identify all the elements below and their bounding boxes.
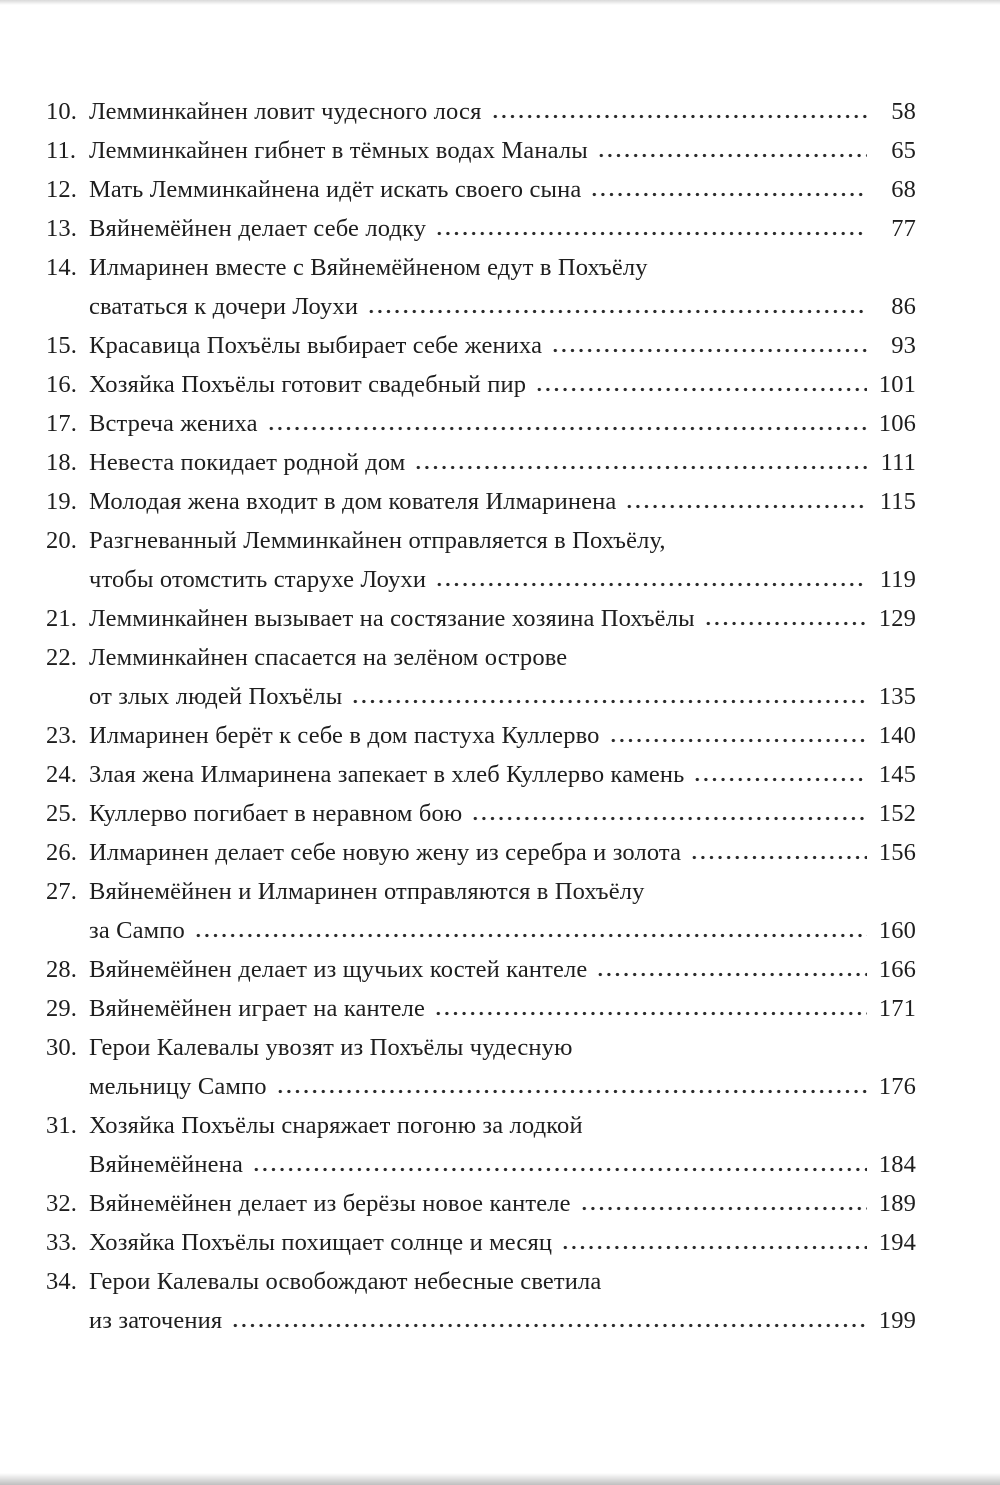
entry-title: чтобы отомстить старухе Лоухи [89, 566, 427, 593]
entry-title: из заточения [89, 1307, 223, 1334]
entry-number: 12. [46, 176, 78, 203]
entry-number: 32. [46, 1190, 78, 1217]
entry-page-number: 129 [878, 605, 916, 632]
dot-leader [276, 1089, 867, 1094]
entry-title: Илмаринен вместе с Вяйнемёйненом едут в Похъёлу [89, 254, 648, 281]
toc-entry [46, 443, 916, 482]
dot-leader [367, 309, 867, 314]
entry-title: Илмаринен берёт к себе в дом пастуха Куллерво [89, 722, 600, 749]
entry-title: Лемминкайнен ловит чудесного лося [89, 98, 482, 125]
entry-title: от злых людей Похъёлы [89, 683, 343, 710]
toc-row [46, 560, 916, 599]
toc-row [46, 677, 916, 716]
entry-page-number: 119 [879, 566, 916, 593]
toc-row [46, 365, 916, 404]
toc-row [46, 950, 916, 989]
entry-page-number: 199 [878, 1307, 916, 1334]
entry-number: 28. [46, 956, 78, 983]
toc-entry [46, 755, 916, 794]
toc-row [46, 989, 916, 1028]
entry-number: 10. [46, 98, 78, 125]
toc-row [46, 1067, 916, 1106]
toc-entry [46, 482, 916, 521]
toc-row [46, 794, 916, 833]
toc-list [46, 92, 916, 1340]
toc-entry [46, 872, 916, 950]
toc-entry [46, 404, 916, 443]
entry-page-number: 58 [891, 98, 916, 125]
entry-page-number: 65 [891, 137, 916, 164]
entry-page-number: 68 [891, 176, 916, 203]
toc-row [46, 443, 916, 482]
entry-page-number: 176 [878, 1073, 916, 1100]
entry-page-number: 184 [878, 1151, 916, 1178]
entry-number: 14. [46, 254, 78, 281]
entry-page-number: 194 [878, 1229, 916, 1256]
entry-title: Вяйнемёйнен делает себе лодку [89, 215, 427, 242]
dot-leader [561, 1245, 867, 1250]
dot-leader [704, 621, 867, 626]
toc-row [46, 131, 916, 170]
dot-leader [231, 1323, 867, 1328]
toc-entry [46, 599, 916, 638]
entry-page-number: 93 [891, 332, 916, 359]
dot-leader [252, 1167, 867, 1172]
entry-number: 17. [46, 410, 78, 437]
dot-leader [551, 348, 867, 353]
toc-row [46, 872, 916, 911]
entry-page-number: 171 [878, 995, 916, 1022]
dot-leader [434, 1011, 867, 1016]
dot-leader [435, 582, 867, 587]
toc-row [46, 716, 916, 755]
toc-entry [46, 833, 916, 872]
dot-leader [590, 192, 867, 197]
entry-number: 18. [46, 449, 78, 476]
dot-leader [597, 153, 867, 158]
entry-page-number: 111 [880, 449, 916, 476]
entry-title: Вяйнемёйнен делает из берёзы новое кантеле [89, 1190, 571, 1217]
toc-row [46, 404, 916, 443]
toc-entry [46, 794, 916, 833]
toc-row [46, 911, 916, 950]
entry-title: Вяйнемёйнен играет на кантеле [89, 995, 426, 1022]
entry-page-number: 135 [878, 683, 916, 710]
toc-entry [46, 170, 916, 209]
dot-leader [625, 504, 867, 509]
entry-number: 31. [46, 1112, 78, 1139]
entry-title: Герои Калевалы освобождают небесные светила [89, 1268, 602, 1295]
toc-entry [46, 638, 916, 716]
entry-title: за Сампо [89, 917, 185, 944]
dot-leader [491, 114, 868, 119]
entry-title: Вяйнемёйнен и Илмаринен отправляются в Похъёлу [89, 878, 645, 905]
entry-title: Невеста покидает родной дом [89, 449, 406, 476]
toc-row [46, 1184, 916, 1223]
toc-row [46, 1262, 916, 1301]
entry-page-number: 189 [878, 1190, 916, 1217]
entry-number: 16. [46, 371, 78, 398]
entry-number: 33. [46, 1229, 78, 1256]
dot-leader [471, 816, 867, 821]
entry-title: Лемминкайнен спасается на зелёном острове [89, 644, 568, 671]
toc-row [46, 1145, 916, 1184]
entry-page-number: 166 [878, 956, 916, 983]
entry-number: 34. [46, 1268, 78, 1295]
entry-title: Илмаринен делает себе новую жену из серебра и золота [89, 839, 682, 866]
entry-title: Лемминкайнен вызывает на состязание хозяина Похъёлы [89, 605, 695, 632]
entry-page-number: 115 [879, 488, 916, 515]
entry-page-number: 156 [878, 839, 916, 866]
dot-leader [194, 933, 867, 938]
entry-number: 25. [46, 800, 78, 827]
toc-row [46, 287, 916, 326]
entry-number: 26. [46, 839, 78, 866]
entry-number: 11. [46, 137, 77, 164]
toc-row [46, 755, 916, 794]
toc-entry [46, 365, 916, 404]
toc-entry [46, 1106, 916, 1184]
toc-entry [46, 131, 916, 170]
toc-row [46, 521, 916, 560]
toc-entry [46, 209, 916, 248]
toc-row [46, 326, 916, 365]
dot-leader [693, 777, 867, 782]
entry-title: Герои Калевалы увозят из Похъёлы чудесную [89, 1034, 573, 1061]
entry-number: 15. [46, 332, 78, 359]
entry-number: 30. [46, 1034, 78, 1061]
entry-page-number: 140 [878, 722, 916, 749]
entry-title: Мать Лемминкайнена идёт искать своего сына [89, 176, 582, 203]
entry-title: Встреча жениха [89, 410, 258, 437]
entry-page-number: 160 [878, 917, 916, 944]
entry-page-number: 145 [878, 761, 916, 788]
toc-row [46, 170, 916, 209]
dot-leader [596, 972, 867, 977]
entry-page-number: 101 [878, 371, 916, 398]
entry-title: мельницу Сампо [89, 1073, 267, 1100]
entry-number: 21. [46, 605, 78, 632]
entry-number: 13. [46, 215, 78, 242]
entry-number: 29. [46, 995, 78, 1022]
entry-title: Вяйнемёйнен делает из щучьих костей кантеле [89, 956, 588, 983]
toc-row [46, 209, 916, 248]
toc-row [46, 833, 916, 872]
dot-leader [609, 738, 867, 743]
entry-title: свататься к дочери Лоухи [89, 293, 359, 320]
entry-title: Лемминкайнен гибнет в тёмных водах Маналы [89, 137, 588, 164]
entry-title: Красавица Похъёлы выбирает себе жениха [89, 332, 543, 359]
toc-row [46, 1301, 916, 1340]
toc-entry [46, 92, 916, 131]
toc-entry [46, 1028, 916, 1106]
entry-title: Хозяйка Похъёлы готовит свадебный пир [89, 371, 527, 398]
toc-row [46, 1223, 916, 1262]
toc-row [46, 638, 916, 677]
entry-title: Хозяйка Похъёлы снаряжает погоню за лодкой [89, 1112, 583, 1139]
toc-entry [46, 950, 916, 989]
entry-page-number: 86 [891, 293, 916, 320]
toc-row [46, 92, 916, 131]
toc-entry [46, 989, 916, 1028]
toc-entry [46, 1184, 916, 1223]
toc-row [46, 1106, 916, 1145]
entry-number: 23. [46, 722, 78, 749]
dot-leader [690, 855, 867, 860]
entry-title: Разгневанный Лемминкайнен отправляется в Похъёлу, [89, 527, 666, 554]
entry-title: Вяйнемёйнена [89, 1151, 243, 1178]
dot-leader [535, 387, 867, 392]
dot-leader [414, 465, 867, 470]
entry-title: Куллерво погибает в неравном бою [89, 800, 463, 827]
toc-row [46, 599, 916, 638]
entry-page-number: 106 [878, 410, 916, 437]
entry-number: 19. [46, 488, 78, 515]
toc-entry [46, 326, 916, 365]
toc-row [46, 482, 916, 521]
entry-page-number: 152 [878, 800, 916, 827]
toc-entry [46, 248, 916, 326]
entry-number: 24. [46, 761, 78, 788]
entry-title: Хозяйка Похъёлы похищает солнце и месяц [89, 1229, 553, 1256]
entry-number: 27. [46, 878, 78, 905]
dot-leader [267, 426, 867, 431]
dot-leader [435, 231, 867, 236]
toc-row [46, 1028, 916, 1067]
toc-entry [46, 521, 916, 599]
scan-edge-bottom [0, 1473, 1000, 1485]
toc-row [46, 248, 916, 287]
toc-entry [46, 1223, 916, 1262]
dot-leader [351, 699, 867, 704]
entry-title: Злая жена Илмаринена запекает в хлеб Куллерво камень [89, 761, 685, 788]
dot-leader [580, 1206, 867, 1211]
entry-page-number: 77 [891, 215, 916, 242]
entry-number: 20. [46, 527, 78, 554]
entry-number: 22. [46, 644, 78, 671]
entry-title: Молодая жена входит в дом кователя Илмаринена [89, 488, 617, 515]
toc-entry [46, 716, 916, 755]
toc-entry [46, 1262, 916, 1340]
